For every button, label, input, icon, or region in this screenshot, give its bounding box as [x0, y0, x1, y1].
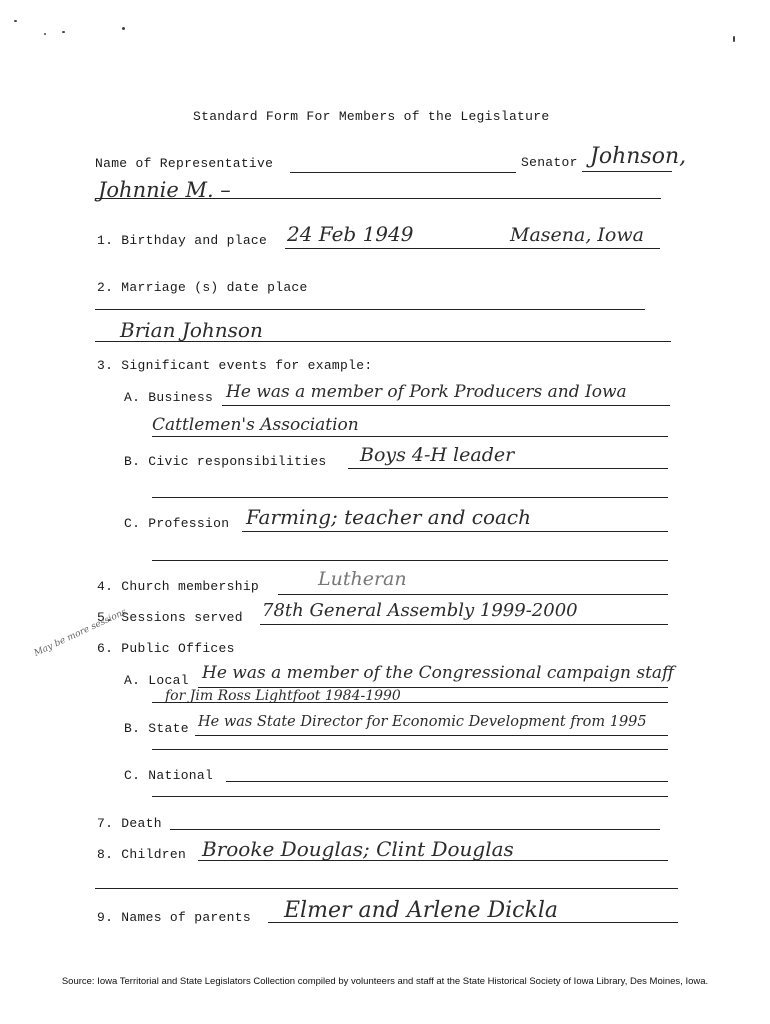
marriage-value: Brian Johnson: [120, 318, 263, 342]
birthday-line: [285, 248, 660, 249]
local-value-1: He was a member of the Congressional campaign staff: [202, 663, 675, 683]
profession-label: C. Profession: [124, 516, 230, 531]
national-line-2: [152, 796, 668, 797]
civic-line-2: [152, 497, 668, 498]
civic-label: B. Civic responsibilities: [124, 454, 327, 469]
senator-label: Senator: [521, 155, 578, 170]
parents-line: [268, 922, 678, 923]
church-line: [278, 594, 668, 595]
local-label: A. Local: [124, 673, 189, 688]
form-title: Standard Form For Members of the Legislature: [193, 109, 550, 124]
sessions-label: 5. Sessions served: [97, 610, 243, 625]
source-citation: Source: Iowa Territorial and State Legislators Collection compiled by volunteers and staff at the State Historical Society of Iowa Library, Des Moines, Iowa.: [61, 976, 709, 987]
significant-events-label: 3. Significant events for example:: [97, 358, 373, 373]
civic-line-1: [348, 468, 668, 469]
birthday-label: 1. Birthday and place: [97, 233, 268, 248]
profession-line-1: [242, 531, 668, 532]
business-line-1: [222, 405, 670, 406]
scan-speck: [14, 20, 17, 22]
civic-value: Boys 4-H leader: [360, 444, 515, 466]
birthplace: Masena, Iowa: [510, 224, 644, 246]
name-line: [290, 172, 516, 173]
marriage-label: 2. Marriage (s) date place: [97, 280, 308, 295]
state-line-1: [195, 735, 668, 736]
marriage-line-1: [95, 309, 645, 310]
death-label: 7. Death: [97, 816, 162, 831]
public-offices-label: 6. Public Offices: [97, 641, 235, 656]
parents-label: 9. Names of parents: [97, 910, 251, 925]
birthday-date: 24 Feb 1949: [287, 222, 414, 246]
local-line-2: [152, 702, 668, 703]
church-label: 4. Church membership: [97, 579, 260, 594]
margin-note: May be more sessions: [32, 607, 129, 659]
children-line-2: [95, 888, 678, 889]
state-value: He was State Director for Economic Development from 1995: [198, 714, 647, 730]
children-line-1: [198, 860, 668, 861]
children-label: 8. Children: [97, 847, 187, 862]
death-line: [170, 829, 660, 830]
children-value: Brooke Douglas; Clint Douglas: [202, 837, 514, 861]
scan-speck: [122, 27, 125, 30]
scan-speck: [44, 33, 46, 35]
parents-value: Elmer and Arlene Dickla: [284, 898, 558, 923]
national-label: C. National: [124, 768, 214, 783]
first-name-value: Johnnie M. –: [98, 178, 231, 202]
senator-line: [582, 171, 672, 172]
marriage-line-2: [95, 341, 671, 342]
scan-speck: [62, 31, 65, 33]
business-label: A. Business: [124, 390, 214, 405]
business-value-2: Cattlemen's Association: [152, 415, 359, 435]
sessions-value: 78th General Assembly 1999-2000: [262, 600, 578, 621]
senator-value: Johnson,: [590, 144, 687, 169]
state-label: B. State: [124, 721, 189, 736]
name-label: Name of Representative: [95, 156, 274, 171]
scan-speck: [733, 36, 735, 42]
profession-value: Farming; teacher and coach: [246, 505, 531, 529]
local-value-2: for Jim Ross Lightfoot 1984-1990: [165, 688, 401, 704]
profession-line-2: [152, 560, 668, 561]
business-value-1: He was a member of Pork Producers and Iowa: [226, 382, 627, 402]
business-line-2: [152, 436, 668, 437]
state-line-2: [152, 749, 668, 750]
name-second-line: [95, 198, 661, 199]
church-value: Lutheran: [318, 568, 407, 590]
national-line-1: [226, 781, 668, 782]
sessions-line: [260, 624, 668, 625]
